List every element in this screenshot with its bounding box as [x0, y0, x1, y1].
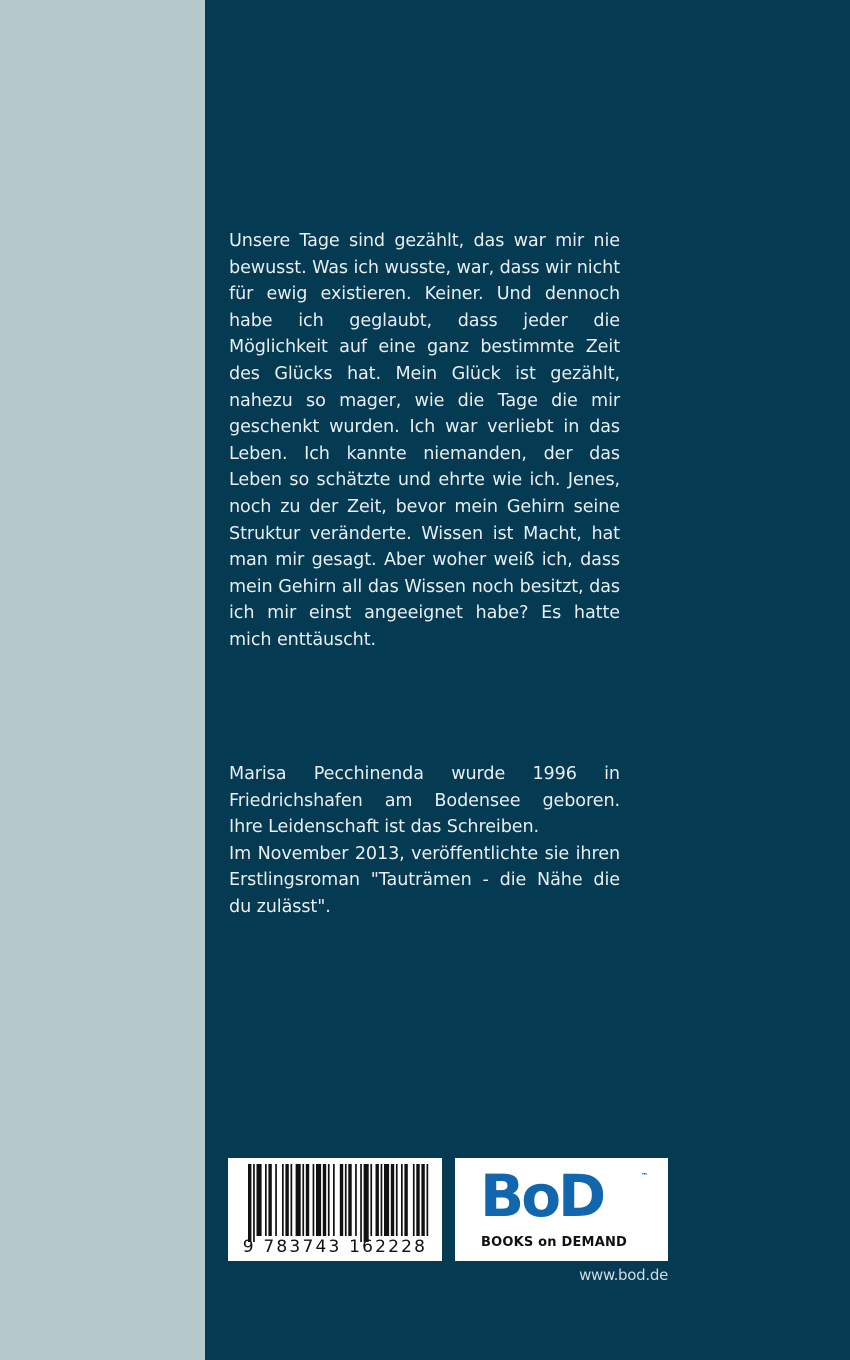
barcode-bar: [421, 1164, 424, 1236]
barcode-bar: [248, 1164, 251, 1242]
author-bio-debut: Im November 2013, veröffentlichte sie ihren Erstlingsroman "Tauträmen - die Nähe die du zulässt".: [229, 843, 620, 917]
isbn-barcode: [228, 1158, 442, 1261]
barcode-bar: [401, 1164, 403, 1236]
barcode-bar: [275, 1164, 277, 1236]
isbn-number: 9 783743 162228: [242, 1237, 428, 1257]
bod-logo: [480, 1164, 603, 1228]
publisher-website: www.bod.de: [579, 1266, 668, 1284]
barcode-bar: [257, 1164, 262, 1236]
barcode-bar: [333, 1164, 335, 1236]
barcode-bar: [360, 1164, 362, 1242]
author-bio-birth: Marisa Pecchinenda wurde 1996 in Friedrichshafen am Bodensee geboren.: [229, 764, 620, 811]
publisher-logo-box: [455, 1158, 668, 1261]
bod-logo-text: BoD: [480, 1162, 604, 1230]
book-blurb: Unsere Tage sind gezählt, das war mir nie bewusst. Was ich wusste, war, dass wir nicht für ewig existieren. Keiner. Und dennoch habe ich geglaubt, dass jeder die Möglichkeit auf eine ganz bestimmte Zeit des Glücks hat. Mein Glück ist gezählt, nahezu so mager, wie die Tage die mir geschenkt wurden. Ich war verliebt in das Leben. Ich kannte niemanden, der das Leben so schätzte und ehrte wie ich. Jenes, noch zu der Zeit, bevor mein Gehirn seine Struktur veränderte. Wissen ist Macht, hat man mir gesagt. Aber woher weiß ich, dass mein Gehirn all das Wissen noch besitzt, das ich mir einst angeeignet habe? Es hatte mich enttäuscht.: [229, 231, 620, 650]
barcode-bar: [296, 1164, 301, 1236]
barcode-bar: [381, 1164, 383, 1236]
barcode-bar: [376, 1164, 379, 1236]
barcode-bar: [285, 1164, 288, 1236]
barcode-bar: [265, 1164, 267, 1236]
barcode-bar: [268, 1164, 271, 1236]
barcode-bar: [384, 1164, 389, 1236]
barcode-bar: [313, 1164, 315, 1236]
trademark-mark: ™: [641, 1172, 648, 1180]
barcode-bar: [396, 1164, 398, 1236]
author-bio: [229, 761, 620, 921]
author-bio-passion: Ihre Leidenschaft ist das Schreiben.: [229, 817, 540, 838]
back-cover-panel: [205, 0, 850, 1360]
barcode-bar: [253, 1164, 255, 1242]
barcode-bar: [416, 1164, 419, 1236]
barcode-bar: [282, 1164, 284, 1236]
barcode-bar: [404, 1164, 407, 1236]
barcode-bar: [345, 1164, 347, 1236]
book-spine-strip: [0, 0, 205, 1360]
barcode-bar: [370, 1164, 372, 1236]
barcode-bar: [391, 1164, 394, 1236]
barcode-bar: [355, 1164, 357, 1236]
barcode-bar: [306, 1164, 309, 1236]
barcode-bar: [302, 1164, 304, 1236]
barcode-bar: [291, 1164, 293, 1236]
barcode-bar: [316, 1164, 321, 1236]
barcode-bar: [364, 1164, 369, 1242]
barcode-bar: [323, 1164, 326, 1236]
barcode-bar: [348, 1164, 351, 1236]
barcode-bar: [413, 1164, 415, 1236]
bod-tagline: BOOKS on DEMAND: [481, 1235, 628, 1250]
barcode-bar: [328, 1164, 330, 1236]
barcode-bar: [340, 1164, 343, 1236]
barcode-bar: [427, 1164, 429, 1236]
